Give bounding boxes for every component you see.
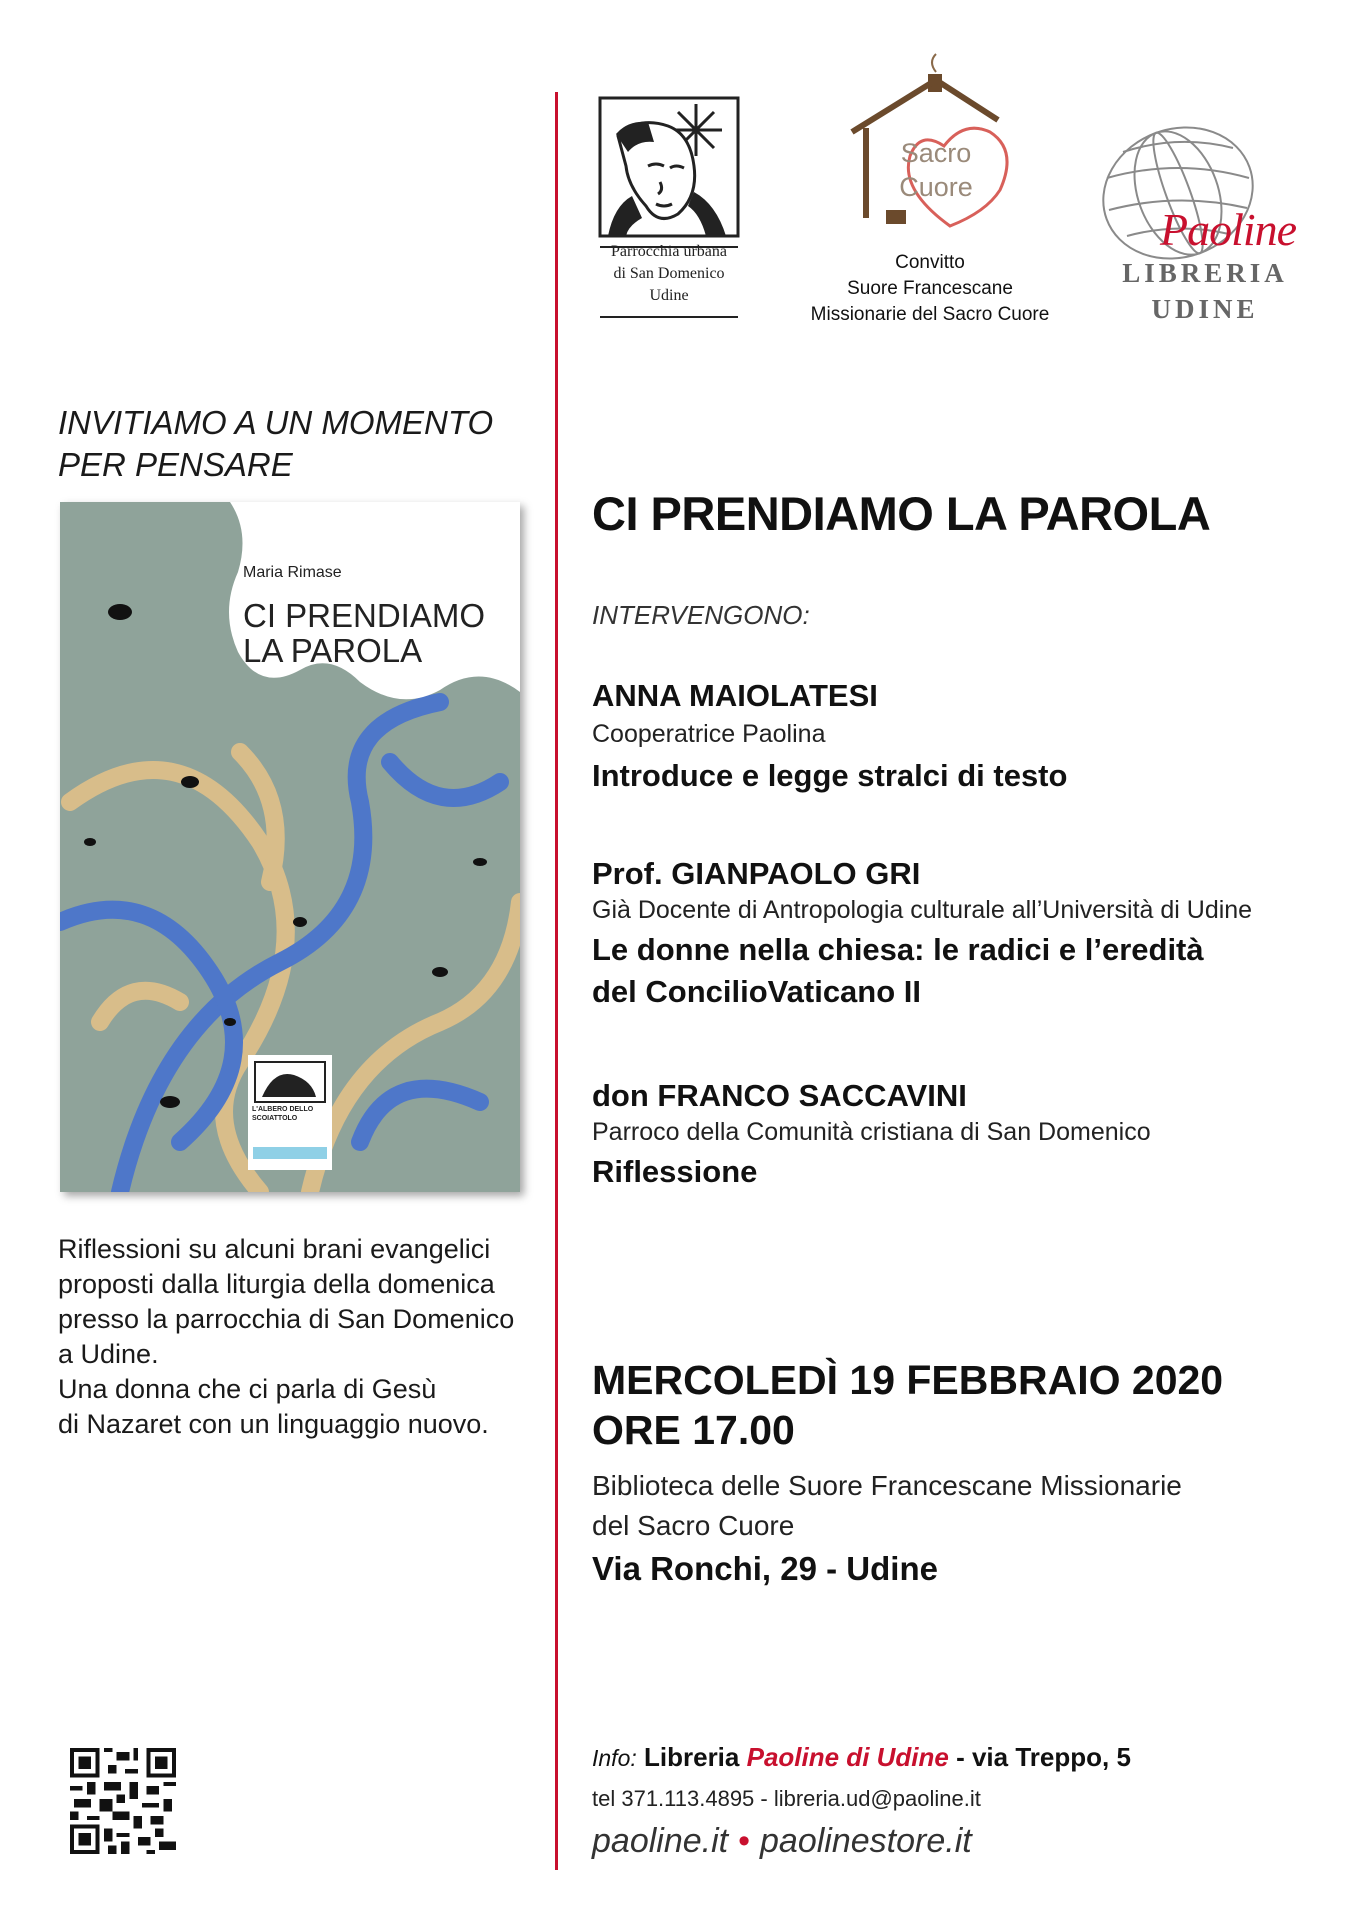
publisher-bar [253,1147,327,1159]
speaker-name: don FRANCO SACCAVINI [592,1078,967,1113]
book-author: Maria Rimase [243,564,342,581]
paoline-libreria: LIBRERIA [1122,258,1288,288]
event-datetime [592,1355,1223,1455]
speaker-role: Parroco della Comunità cristiana di San Domenico [592,1118,1151,1146]
book-cover [60,502,520,1192]
qr-code-icon[interactable] [70,1748,176,1854]
separator-dot: • [738,1822,751,1860]
event-venue: Biblioteca delle Suore Francescane Missionarie del Sacro Cuore [592,1470,1182,1541]
speaker-role: Già Docente di Antropologia culturale all’Università di Udine [592,896,1253,924]
site-link-paolinestore[interactable]: paolinestore.it [760,1822,972,1860]
info-street: - via Treppo, 5 [956,1742,1131,1772]
sacro-mark-line1: Sacro [900,138,972,168]
parish-name: Parrocchia urbana di San Domenico Udine [611,243,727,304]
speaker-topic: Introduce e legge stralci di testo [592,758,1068,793]
contact-line[interactable]: tel 371.113.4895 - libreria.ud@paoline.it [592,1786,981,1811]
publisher-badge [248,1055,332,1170]
info-line [592,1742,1131,1773]
house-heart-icon [840,50,1030,240]
speaker-topic: Riflessione [592,1154,758,1189]
speaker-2 [592,856,1252,1013]
event-title: CI PRENDIAMO LA PAROLA [592,487,1211,540]
speaker-name: Prof. GIANPAOLO GRI [592,856,921,891]
websites-line [592,1822,972,1861]
event-time: ORE 17.00 [592,1407,795,1453]
event-address: Via Ronchi, 29 - Udine [592,1550,938,1587]
description-text: Riflessioni su alcuni brani evangelici proposti dalla liturgia della domenica presso la parrocchia di San Domenico a Udine. Una donna che ci parla di Gesù di Nazaret con un linguaggio nuovo. [58,1234,515,1439]
speaker-1 [592,678,1067,797]
red-divider-line [555,92,558,1870]
publisher-logo-icon [254,1061,326,1103]
sacro-cuore-caption: Convitto Suore Francescane Missionarie del Sacro Cuore [810,252,1050,325]
site-link-paoline[interactable]: paoline.it [592,1822,729,1860]
book-title: CI PRENDIAMO LA PAROLA [243,597,486,669]
paoline-udine: UDINE [1151,294,1259,324]
speaker-3 [592,1078,1151,1193]
intervengono-label: INTERVENGONO: [592,600,810,630]
publisher-name: L'ALBERO DELLO SCOIATTOLO [252,1106,314,1122]
parish-rule-bottom [600,316,738,318]
invite-heading: INVITIAMO A UN MOMENTO PER PENSARE [58,404,494,483]
speaker-topic: Le donne nella chiesa: le radici e l’eredità del ConcilioVaticano II [592,932,1204,1009]
speaker-name: ANNA MAIOLATESI [592,678,878,713]
info-libreria: Libreria [644,1742,740,1772]
paoline-logo [1085,118,1325,338]
speaker-role: Cooperatrice Paolina [592,720,826,748]
event-date: MERCOLEDÌ 19 FEBBRAIO 2020 [592,1357,1224,1403]
parish-saint-icon [598,96,740,238]
sacro-cuore-logo [780,50,1080,330]
info-paoline-udine: Paoline di Udine [746,1742,949,1772]
parish-logo [598,96,740,326]
sacro-mark-line2: Cuore [899,172,973,202]
info-label: Info: [592,1745,637,1771]
paoline-wordmark: Paoline [1160,204,1297,255]
